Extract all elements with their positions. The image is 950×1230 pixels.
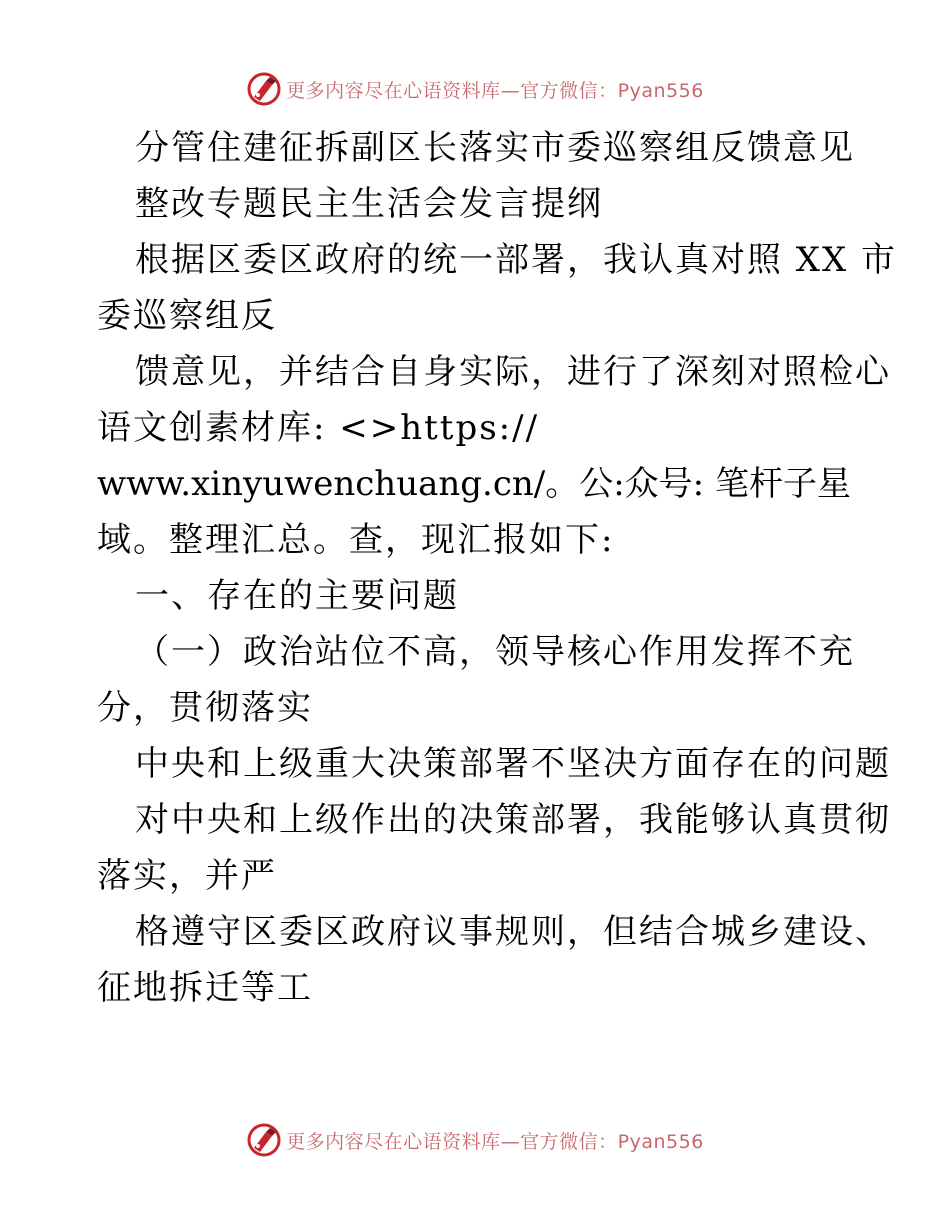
doc-line: 整改专题民主生活会发言提纲	[135, 184, 603, 224]
banner-text	[286, 76, 704, 103]
doc-line: 格遵守区委区政府议事规则，但结合城乡建设、	[135, 912, 891, 952]
doc-line: 中央和上级重大决策部署不坚决方面存在的问题	[135, 744, 891, 784]
doc-line: 分，贯彻落实	[97, 688, 313, 728]
header-banner	[0, 67, 950, 111]
document-body	[97, 120, 898, 1016]
pen-logo-icon	[246, 1122, 282, 1158]
doc-line: www.xinyuwenchuang.cn/。公:众号: 笔杆子星	[97, 464, 851, 504]
doc-line: （一）政治站位不高，领导核心作用发挥不充	[135, 632, 855, 672]
doc-line: 征地拆迁等工	[97, 968, 313, 1008]
banner-label: 更多内容尽在心语资料库—官方微信：	[286, 79, 618, 102]
doc-line: 根据区委区政府的统一部署，我认真对照 XX 市	[135, 240, 898, 280]
banner-label: 更多内容尽在心语资料库—官方微信：	[286, 1130, 618, 1153]
doc-line: 语文创素材库: <>https://	[97, 408, 540, 448]
doc-line: 分管住建征拆副区长落实市委巡察组反馈意见	[135, 128, 855, 168]
doc-line: 对中央和上级作出的决策部署，我能够认真贯彻	[135, 800, 891, 840]
banner-text	[286, 1127, 704, 1154]
doc-line: 域。整理汇总。查，现汇报如下:	[97, 520, 615, 560]
pen-logo-icon	[246, 71, 282, 107]
footer-banner	[0, 1118, 950, 1162]
banner-account: Pyan556	[617, 1130, 704, 1153]
doc-line: 馈意见，并结合自身实际，进行了深刻对照检心	[135, 352, 891, 392]
doc-line: 一、存在的主要问题	[135, 576, 459, 616]
banner-account: Pyan556	[617, 79, 704, 102]
doc-line: 落实，并严	[97, 856, 277, 896]
doc-line: 委巡察组反	[97, 296, 277, 336]
